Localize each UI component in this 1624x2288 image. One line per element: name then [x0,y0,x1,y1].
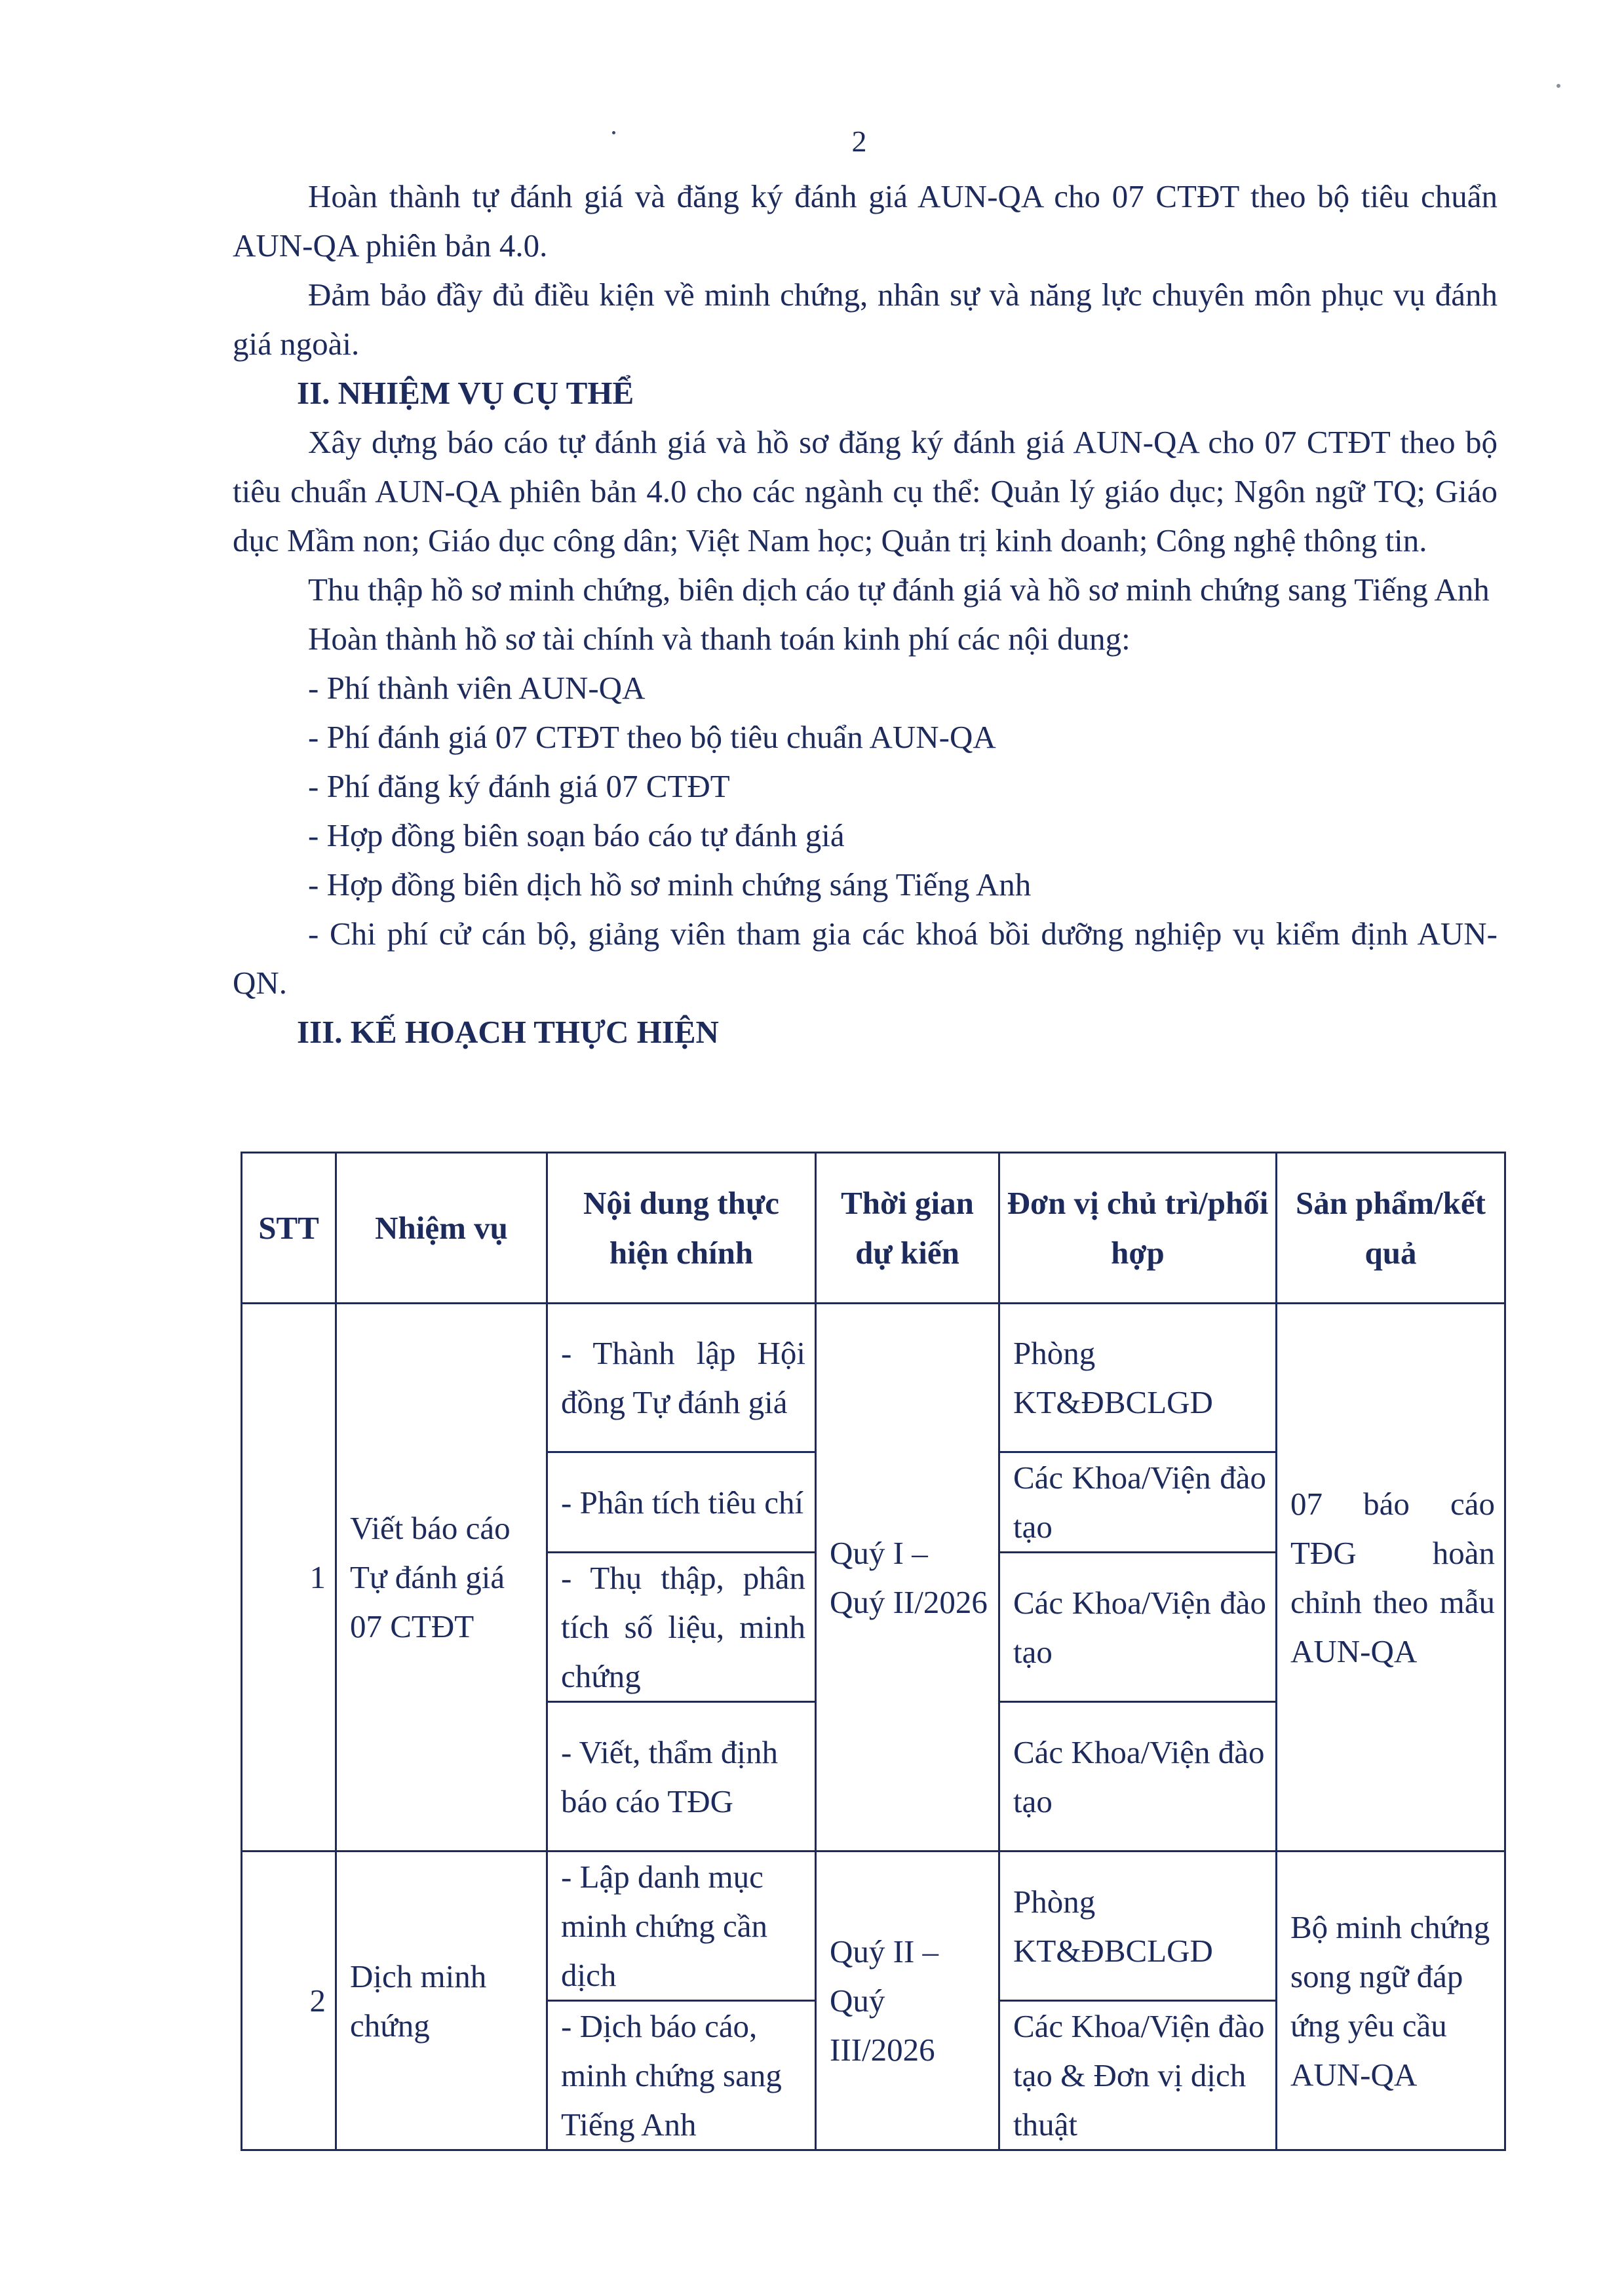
bullet-item: - Phí thành viên AUN-QA [308,670,646,706]
header-time: Thời gian dự kiến [816,1153,999,1304]
row-unit: Các Khoa/Viện đào tạo [999,1452,1277,1553]
header-task: Nhiệm vụ [336,1153,547,1304]
paragraph-task-3: Hoàn thành hồ sơ tài chính và thanh toán kinh phí các nội dung: [308,621,1131,657]
paragraph-goal-1: Hoàn thành tự đánh giá và đăng ký đánh giá AUN-QA cho 07 CTĐT theo bộ tiêu chuẩn AUN-QA phiên bản 4.0. [233,178,1498,263]
table-header-row [242,1153,1505,1304]
scan-speck [612,131,615,134]
scan-speck [1556,84,1560,88]
row-product: Bộ minh chứng song ngữ đáp ứng yêu cầu AUN-QA [1277,1852,1505,2150]
paragraph-task-1: Xây dựng báo cáo tự đánh giá và hồ sơ đăng ký đánh giá AUN-QA cho 07 CTĐT theo bộ tiêu chuẩn AUN-QA phiên bản 4.0 cho các ngành cụ thể: Quản lý giáo dục; Ngôn ngữ TQ; Giáo dục Mầm non; Giáo dục công dân; Việt Nam học; Quản trị kinh doanh; Công nghệ thông tin. [233,424,1498,558]
row-task: Dịch minh chứng [336,1852,547,2150]
row-content: - Phân tích tiêu chí [547,1452,816,1553]
page-number: 2 [851,125,867,158]
row-time: Quý I – Quý II/2026 [816,1304,999,1852]
row-task: Viết báo cáo Tự đánh giá 07 CTĐT [336,1304,547,1852]
header-product: Sản phẩm/kết quả [1277,1153,1505,1304]
bullet-item: - Phí đăng ký đánh giá 07 CTĐT [308,768,730,804]
bullet-item: - Hợp đồng biên dịch hồ sơ minh chứng sáng Tiếng Anh [308,866,1032,902]
row-content: - Thụ thập, phân tích số liệu, minh chứng [547,1553,816,1702]
bullet-item: - Hợp đồng biên soạn báo cáo tự đánh giá [308,817,845,853]
row-time: Quý II – Quý III/2026 [816,1852,999,2150]
bullet-item: - Chi phí cử cán bộ, giảng viên tham gia các khoá bồi dưỡng nghiệp vụ kiểm định AUN-QN. [233,916,1498,1001]
header-unit: Đơn vị chủ trì/phối hợp [999,1153,1277,1304]
section-heading-ii: II. NHIỆM VỤ CỤ THỂ [297,375,634,411]
table-row [242,1304,1505,1452]
bullet-item: - Phí đánh giá 07 CTĐT theo bộ tiêu chuẩn AUN-QA [308,719,996,755]
section-heading-iii: III. KẾ HOẠCH THỰC HIỆN [297,1014,719,1050]
paragraph-task-2: Thu thập hồ sơ minh chứng, biên dịch cáo tự đánh giá và hồ sơ minh chứng sang Tiếng Anh [308,572,1490,608]
paragraph-goal-2: Đảm bảo đầy đủ điều kiện về minh chứng, nhân sự và năng lực chuyên môn phục vụ đánh giá ngoài. [233,277,1498,362]
row-unit: Các Khoa/Viện đào tạo [999,1553,1277,1702]
row-content: - Lập danh mục minh chứng cần dịch [547,1852,816,2001]
document-body [233,172,1498,1057]
row-unit: Phòng KT&ĐBCLGD [999,1852,1277,2001]
row-unit: Các Khoa/Viện đào tạo [999,1702,1277,1852]
row-stt: 1 [242,1304,336,1852]
row-unit: Phòng KT&ĐBCLGD [999,1304,1277,1452]
table-row [242,1852,1505,2001]
row-content: - Dịch báo cáo, minh chứng sang Tiếng Anh [547,2001,816,2150]
header-content: Nội dung thực hiện chính [547,1153,816,1304]
header-stt: STT [242,1153,336,1304]
row-content: - Thành lập Hội đồng Tự đánh giá [547,1304,816,1452]
row-unit: Các Khoa/Viện đào tạo & Đơn vị dịch thuật [999,2001,1277,2150]
row-stt: 2 [242,1852,336,2150]
row-product: 07 báo cáo TĐG hoàn chỉnh theo mẫu AUN-QA [1277,1304,1505,1852]
row-content: - Viết, thẩm định báo cáo TĐG [547,1702,816,1852]
plan-table [241,1152,1506,2151]
